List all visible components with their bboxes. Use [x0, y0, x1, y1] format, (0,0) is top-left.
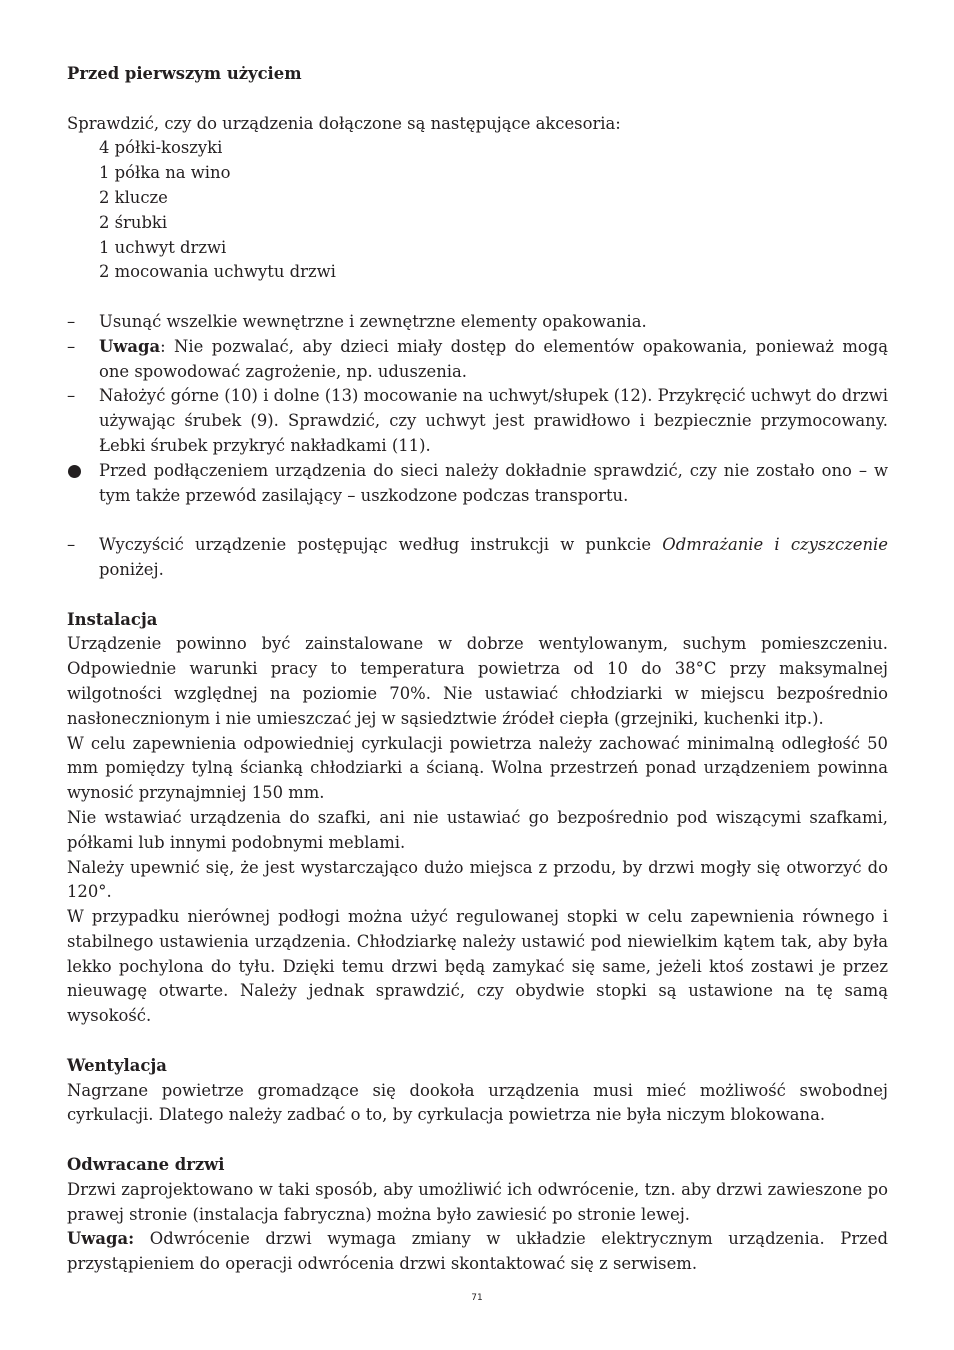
installation-paragraph: W przypadku nierównej podłogi można użyć regulowanej stopki w celu zapewnienia równego i stabilnego ustawienia urządzenia. Chłodziarkę należy ustawić pod niewielkim kątem tak, aby była lekko pochylona do tyłu. Dzięki temu drzwi będą zamykać się same, jeżeli ktoś zostawi je przez nieuwagę otwarte. Należy jednak sprawdzić, czy obydwie stopki są ustawione na tę samą wysokość.: [67, 907, 888, 1026]
step-mount-handle: [67, 384, 888, 458]
step-warning-children: [67, 335, 888, 385]
accessory-item: 2 śrubki: [99, 212, 168, 232]
accessory-item: 2 klucze: [99, 187, 168, 207]
step-text: Usunąć wszelkie wewnętrzne i zewnętrzne elementy opakowania.: [99, 311, 647, 331]
section-title-first-use: Przed pierwszym użyciem: [67, 64, 302, 83]
step-reference: Odmrażanie i czyszczenie: [662, 535, 888, 555]
accessory-item: 2 mocowania uchwytu drzwi: [99, 262, 336, 282]
document-page: [67, 62, 888, 1277]
accessories-intro: Sprawdzić, czy do urządzenia dołączone są następujące akcesoria:: [67, 113, 621, 133]
bullet-text: Przed podłączeniem urządzenia do sieci należy dokładnie sprawdzić, czy nie zostało ono – w tym także przewód zasilający – uszkodzone podczas transportu.: [99, 460, 888, 505]
step-text: : Nie pozwalać, aby dzieci miały dostęp do elementów opakowania, ponieważ mogą one spowodować zagrożenie, np. uduszenia.: [99, 336, 888, 381]
section-title-door: Odwracane drzwi: [67, 1155, 225, 1175]
accessory-item: 1 uchwyt drzwi: [99, 237, 227, 257]
step-clean-device: [67, 533, 888, 583]
dash-marker: –: [67, 386, 76, 406]
step-text: Nałożyć górne (10) i dolne (13) mocowanie na uchwyt/słupek (12). Przykręcić uchwyt do drzwi używając śrubek (9). Sprawdzić, czy uchwyt jest prawidłowo i bezpiecznie przymocowany. Łebki śrubek przykryć nakładkami (11).: [99, 386, 888, 455]
ventilation-paragraph: Nagrzane powietrze gromadzące się dookoła urządzenia musi mieć możliwość swobodnej cyrkulacji. Dlatego należy zadbać o to, by cyrkulacja powietrza nie była niczym blokowana.: [67, 1080, 888, 1125]
installation-paragraph: Urządzenie powinno być zainstalowane w dobrze wentylowanym, suchym pomieszczeniu. Odpowiednie warunki pracy to temperatura powietrza od 10 do 38°C przy maksymalnej wilgotności względnej na poziomie 70%. Nie ustawiać chłodziarki w miejscu bezpośrednio nasłonecznionym i nie umieszczać jej w sąsiedztwie źródeł ciepła (grzejniki, kuchenki itp.).: [67, 634, 888, 728]
dash-marker: –: [67, 535, 76, 555]
accessory-item: 1 półka na wino: [99, 163, 231, 183]
dash-marker: –: [67, 336, 76, 356]
installation-paragraph: Nie wstawiać urządzenia do szafki, ani nie ustawiać go bezpośrednio pod wiszącymi szafkami, półkami lub innymi podobnymi meblami.: [67, 807, 888, 852]
accessory-item: 4 półki-koszyki: [99, 138, 223, 158]
step-remove-packaging: [67, 310, 888, 335]
accessories-list: [67, 136, 888, 285]
warning-label: Uwaga: [99, 336, 161, 356]
door-note: [67, 1227, 888, 1277]
installation-paragraph: W celu zapewnienia odpowiedniej cyrkulacji powietrza należy zachować minimalną odległość 50 mm pomiędzy tylną ścianką chłodziarki a ścianą. Wolna przestrzeń ponad urządzeniem powinna wynosić przynajmniej 150 mm.: [67, 733, 888, 803]
bullet-dot-icon: [68, 465, 81, 478]
note-text: Odwrócenie drzwi wymaga zmiany w układzie elektrycznym urządzenia. Przed przystąpieniem do operacji odwrócenia drzwi skontaktować się z serwisem.: [67, 1229, 888, 1274]
section-title-ventilation: Wentylacja: [67, 1055, 167, 1075]
page-number: 71: [471, 1293, 483, 1303]
door-paragraph: Drzwi zaprojektowano w taki sposób, aby umożliwić ich odwrócenie, tzn. aby drzwi zawieszone po prawej stronie (instalacja fabryczna) można było zawiesić po stronie lewej.: [67, 1179, 888, 1224]
note-label: Uwaga:: [67, 1229, 135, 1249]
dash-marker: –: [67, 311, 76, 331]
bullet-check-damage: [67, 459, 888, 509]
step-text: Wyczyścić urządzenie postępując według instrukcji w punkcie: [99, 535, 663, 555]
step-text-end: poniżej.: [99, 559, 164, 579]
section-title-installation: Instalacja: [67, 609, 158, 629]
installation-paragraph: Należy upewnić się, że jest wystarczająco dużo miejsca z przodu, by drzwi mogły się otworzyć do 120°.: [67, 857, 888, 902]
